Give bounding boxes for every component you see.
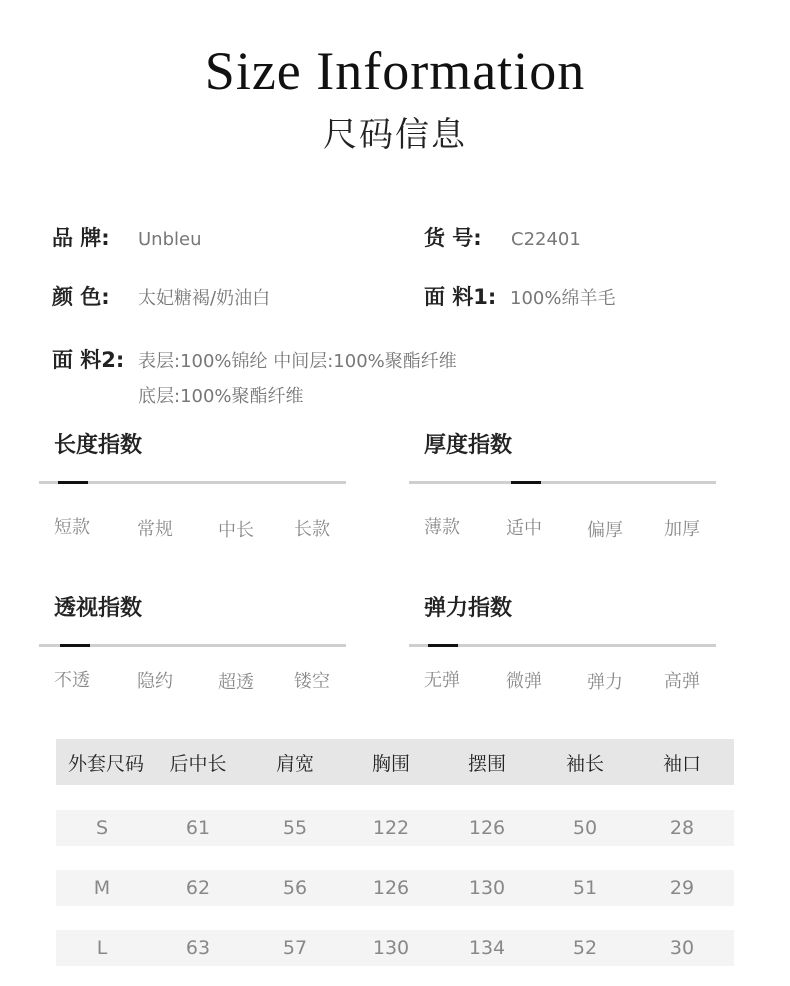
elasticity-option: 高弹 bbox=[664, 671, 700, 692]
table-row bbox=[56, 870, 734, 906]
elasticity-option: 微弹 bbox=[506, 671, 542, 692]
fabric1-value: 100%绵羊毛 bbox=[510, 288, 616, 309]
elasticity-index-title: 弹力指数 bbox=[424, 596, 513, 621]
table-cell: 28 bbox=[669, 817, 695, 839]
table-cell: M bbox=[93, 877, 111, 899]
header-cell: 袖口 bbox=[662, 752, 701, 775]
elasticity-index-marker bbox=[428, 644, 458, 647]
fabric2-value-line1: 表层:100%锦纶 中间层:100%聚酯纤维 bbox=[138, 351, 457, 372]
length-option: 短款 bbox=[54, 517, 90, 538]
thickness-option: 薄款 bbox=[424, 517, 460, 538]
size-table-header bbox=[56, 739, 734, 785]
header-cell: 胸围 bbox=[371, 752, 410, 775]
thickness-option: 偏厚 bbox=[587, 520, 623, 541]
thickness-option: 适中 bbox=[506, 518, 542, 539]
header-cell: 后中长 bbox=[169, 752, 227, 775]
thickness-index-track bbox=[409, 481, 716, 484]
length-option: 长款 bbox=[294, 519, 330, 540]
transparency-index-marker bbox=[60, 644, 90, 647]
table-cell: 122 bbox=[372, 817, 410, 839]
table-cell: 126 bbox=[372, 877, 410, 899]
thickness-index-marker bbox=[511, 481, 541, 484]
table-cell: 61 bbox=[185, 817, 211, 839]
length-option: 中长 bbox=[218, 520, 254, 541]
title-chinese: 尺码信息 bbox=[323, 115, 467, 155]
thickness-option: 加厚 bbox=[664, 519, 700, 540]
transparency-option: 不透 bbox=[54, 670, 90, 691]
transparency-index-title: 透视指数 bbox=[54, 596, 143, 621]
fabric2-label: 面 料2: bbox=[52, 348, 125, 372]
brand-value: Unbleu bbox=[138, 229, 202, 250]
transparency-option: 镂空 bbox=[294, 671, 330, 692]
fabric2-value-line2: 底层:100%聚酯纤维 bbox=[138, 386, 304, 407]
color-label: 颜 色: bbox=[52, 285, 110, 309]
table-cell: 57 bbox=[282, 937, 308, 959]
color-value: 太妃糖褐/奶油白 bbox=[138, 288, 271, 309]
fabric1-label: 面 料1: bbox=[424, 285, 497, 309]
table-cell: 50 bbox=[572, 817, 598, 839]
header-cell: 外套尺码 bbox=[67, 752, 144, 775]
transparency-option: 隐约 bbox=[137, 671, 173, 692]
table-cell: 55 bbox=[282, 817, 308, 839]
table-cell: 130 bbox=[372, 937, 410, 959]
table-cell: 134 bbox=[468, 937, 506, 959]
table-cell: L bbox=[96, 937, 108, 959]
header-cell: 肩宽 bbox=[275, 752, 314, 775]
brand-label: 品 牌: bbox=[52, 226, 110, 250]
length-index-marker bbox=[58, 481, 88, 484]
table-cell: 63 bbox=[185, 937, 211, 959]
table-cell: S bbox=[95, 817, 109, 839]
table-row bbox=[56, 930, 734, 966]
table-cell: 51 bbox=[572, 877, 598, 899]
title-english: Size Information bbox=[204, 41, 586, 101]
thickness-index-title: 厚度指数 bbox=[424, 433, 513, 458]
table-cell: 130 bbox=[468, 877, 506, 899]
sku-label: 货 号: bbox=[424, 226, 482, 250]
transparency-option: 超透 bbox=[218, 672, 254, 693]
elasticity-option: 弹力 bbox=[587, 672, 623, 693]
length-index-title: 长度指数 bbox=[54, 433, 143, 458]
length-option: 常规 bbox=[137, 519, 173, 540]
table-cell: 29 bbox=[669, 877, 695, 899]
header-cell: 摆围 bbox=[467, 752, 506, 775]
table-cell: 62 bbox=[185, 877, 211, 899]
table-cell: 30 bbox=[669, 937, 695, 959]
table-cell: 126 bbox=[468, 817, 506, 839]
elasticity-option: 无弹 bbox=[424, 670, 460, 691]
header-cell: 袖长 bbox=[565, 752, 604, 775]
table-cell: 56 bbox=[282, 877, 308, 899]
table-cell: 52 bbox=[572, 937, 598, 959]
table-row bbox=[56, 810, 734, 846]
sku-value: C22401 bbox=[511, 229, 581, 250]
